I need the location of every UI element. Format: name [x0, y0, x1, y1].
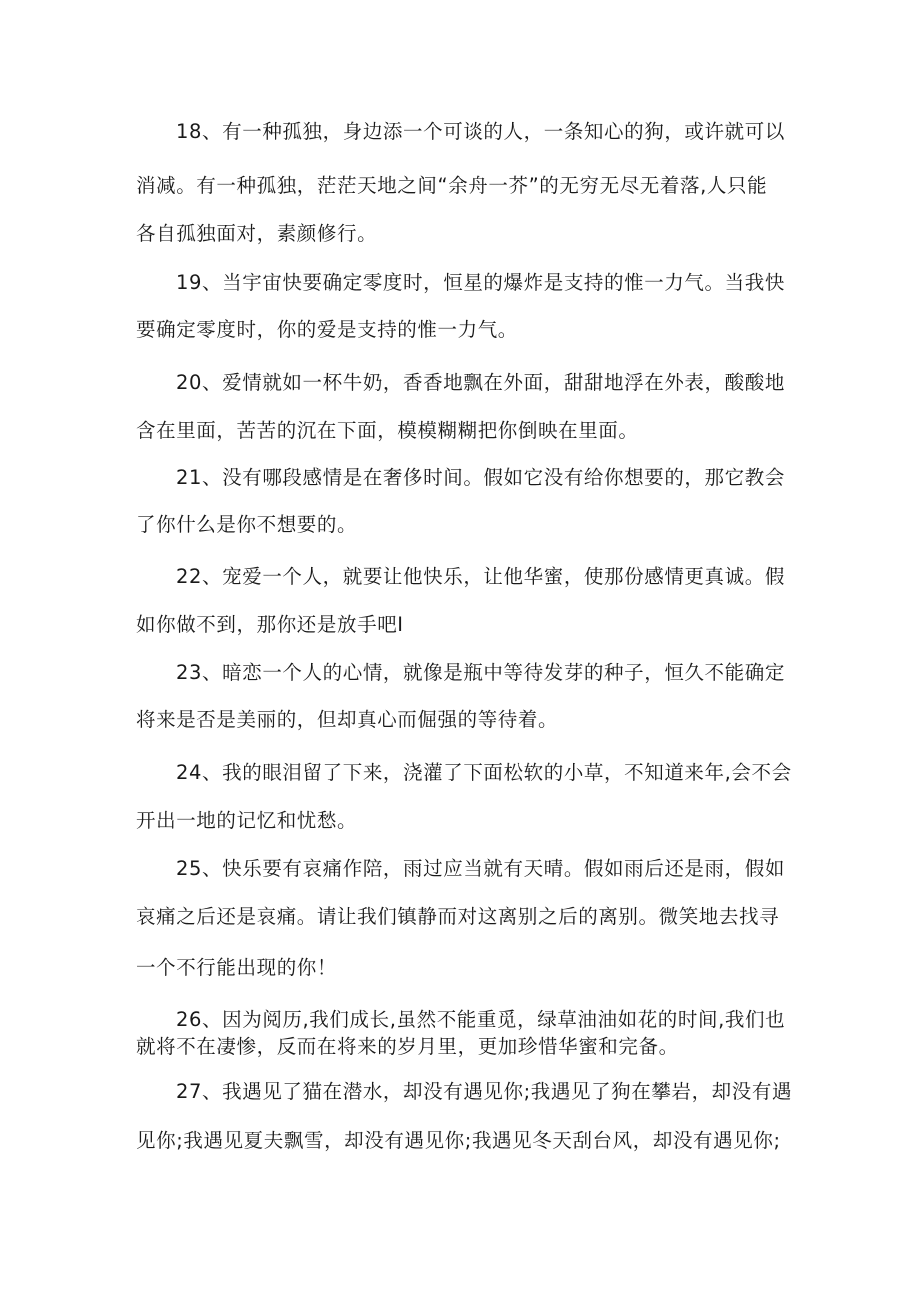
paragraph-23-line-2: 将来是否是美丽的，但却真心而倔强的等待着。 — [136, 708, 559, 731]
paragraph-24-line-1: 24、我的眼泪留了下来，浇灌了下面松软的小草，不知道来年,会不会 — [176, 761, 792, 784]
paragraph-23-line-1: 23、暗恋一个人的心情，就像是瓶中等待发芽的种子，恒久不能确定 — [176, 661, 785, 684]
paragraph-19-line-1: 19、当宇宙快要确定零度时，恒星的爆炸是支持的惟一力气。当我快 — [176, 271, 785, 294]
paragraph-27-line-1: 27、我遇见了猫在潜水，却没有遇见你;我遇见了狗在攀岩，却没有遇 — [176, 1080, 793, 1103]
paragraph-25-line-3: 一个不行能出现的你！ — [136, 956, 338, 979]
paragraph-18-line-2: 消减。有一种孤独，茫茫天地之间“余舟一芥”的无穷无尽无着落,人只能 — [136, 174, 768, 197]
paragraph-26-line-1: 26、因为阅历,我们成长,虽然不能重觅，绿草油油如花的时间,我们也 — [176, 1008, 786, 1031]
paragraph-20-line-2: 含在里面，苦苦的沉在下面，模模糊糊把你倒映在里面。 — [136, 419, 639, 442]
paragraph-21-line-1: 21、没有哪段感情是在奢侈时间。假如它没有给你想要的，那它教会 — [176, 466, 785, 489]
paragraph-22-line-1: 22、宠爱一个人，就要让他快乐，让他华蜜，使那份感情更真诚。假 — [176, 565, 785, 588]
paragraph-27-line-2: 见你;我遇见夏夫飘雪，却没有遇见你;我遇见冬天刮台风，却没有遇见你; — [136, 1129, 781, 1152]
paragraph-22-line-2: 如你做不到，那你还是放手吧I — [136, 613, 404, 636]
paragraph-20-line-1: 20、爱情就如一杯牛奶，香香地飘在外面，甜甜地浮在外表，酸酸地 — [176, 371, 785, 394]
paragraph-25-line-2: 哀痛之后还是哀痛。请让我们镇静而对这离别之后的离别。微笑地去找寻 — [136, 905, 780, 928]
paragraph-18-line-3: 各自孤独面对，素颜修行。 — [136, 222, 378, 245]
paragraph-19-line-2: 要确定零度时，你的爱是支持的惟一力气。 — [136, 318, 518, 341]
paragraph-26-line-2: 就将不在凄惨，反而在将来的岁月里，更加珍惜华蜜和完备。 — [136, 1035, 679, 1058]
paragraph-24-line-2: 开出一地的记忆和忧愁。 — [136, 809, 358, 832]
paragraph-21-line-2: 了你什么是你不想要的。 — [136, 513, 358, 536]
paragraph-25-line-1: 25、快乐要有哀痛作陪，雨过应当就有天晴。假如雨后还是雨，假如 — [176, 857, 785, 880]
paragraph-18-line-1: 18、有一种孤独，身边添一个可谈的人，一条知心的狗，或许就可以 — [176, 120, 785, 143]
